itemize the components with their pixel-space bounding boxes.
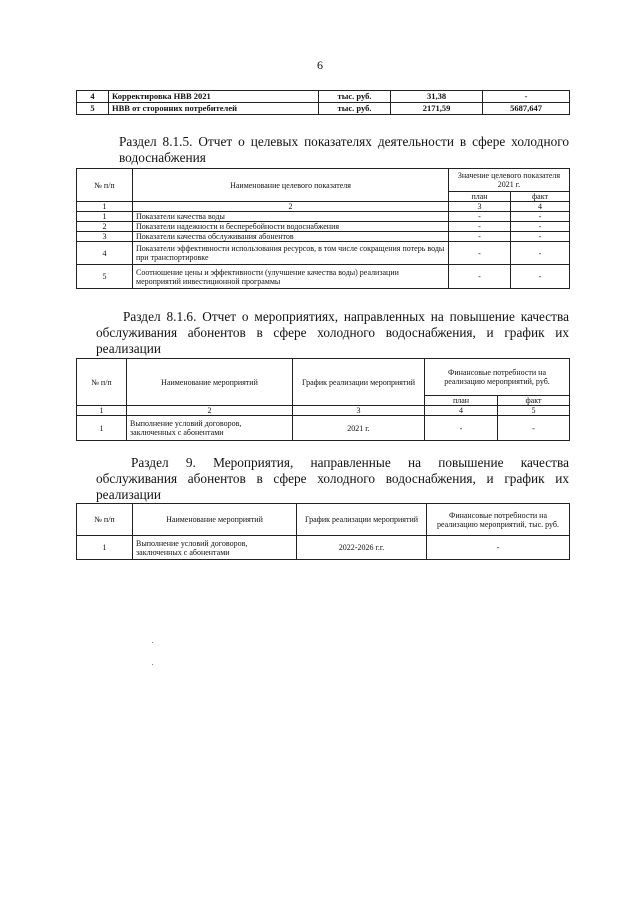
row-fact: - — [511, 212, 570, 222]
header-measure-name: Наименование мероприятий — [127, 359, 293, 406]
row-unit: тыс. руб. — [319, 103, 391, 115]
row-plan: - — [449, 212, 511, 222]
header-indicator-name: Наименование целевого показателя — [133, 169, 449, 202]
col-index-4: 4 — [425, 406, 498, 416]
table-row — [77, 222, 570, 232]
row-plan: - — [449, 265, 511, 289]
service-measures-report-table — [76, 358, 570, 441]
row-num: 1 — [77, 536, 133, 560]
header-schedule: График реализации мероприятий — [293, 359, 425, 406]
col-index-2: 2 — [133, 202, 449, 212]
revenue-table — [76, 90, 570, 115]
row-num: 5 — [77, 265, 133, 289]
section-9-heading: Раздел 9. Мероприятия, направленные на повышение качества обслуживания абонентов в сфере холодного водоснабжения, и график их реализации — [96, 455, 569, 502]
row-num: 1 — [77, 212, 133, 222]
col-index-3: 3 — [449, 202, 511, 212]
row-finance: - — [427, 536, 570, 560]
section-816-heading: Раздел 8.1.6. Отчет о мероприятиях, направленных на повышение качества обслуживания абонентов в сфере холодного водоснабжения, и график их реализации — [96, 309, 569, 356]
row-value-2: 5687,647 — [483, 103, 570, 115]
page-number: 6 — [317, 58, 323, 72]
section-815-heading: Раздел 8.1.5. Отчет о целевых показателях деятельности в сфере холодного водоснабжения — [119, 134, 569, 165]
row-plan: - — [449, 242, 511, 265]
row-fact: - — [511, 242, 570, 265]
service-measures-plan-table — [76, 503, 570, 560]
table-row — [77, 265, 570, 289]
row-schedule: 2022-2026 г.г. — [297, 536, 427, 560]
row-fact: - — [498, 416, 570, 441]
table-row — [77, 536, 570, 560]
header-num: № п/п — [77, 504, 133, 536]
col-index-4: 4 — [511, 202, 570, 212]
row-fact: - — [511, 232, 570, 242]
col-index-1: 1 — [77, 406, 127, 416]
row-num: 1 — [77, 416, 127, 441]
row-name: Показатели надежности и бесперебойности водоснабжения — [133, 222, 449, 232]
header-finance: Финансовые потребности на реализацию мероприятий, руб. — [425, 359, 570, 396]
row-name: Показатели качества воды — [133, 212, 449, 222]
row-value-1: 31,38 — [391, 91, 483, 103]
header-plan: план — [425, 395, 498, 405]
row-fact: - — [511, 222, 570, 232]
header-fact: факт — [498, 395, 570, 405]
row-num: 4 — [77, 242, 133, 265]
col-index-1: 1 — [77, 202, 133, 212]
table-row — [77, 212, 570, 222]
header-num: № п/п — [77, 169, 133, 202]
row-fact: - — [511, 265, 570, 289]
col-index-2: 2 — [127, 406, 293, 416]
row-value-1: 2171,59 — [391, 103, 483, 115]
row-num: 3 — [77, 232, 133, 242]
header-target-value: Значение целевого показателя 2021 г. — [449, 169, 570, 192]
row-unit: тыс. руб. — [319, 91, 391, 103]
row-plan: - — [425, 416, 498, 441]
table-row — [77, 416, 570, 441]
header-finance: Финансовые потребности на реализацию мероприятий, тыс. руб. — [427, 504, 570, 536]
table-row — [77, 91, 570, 103]
table-row — [77, 242, 570, 265]
row-num: 5 — [77, 103, 109, 115]
row-name: Соотношение цены и эффективности (улучшение качества воды) реализации мероприятий инвестиционной программы — [133, 265, 449, 289]
row-name: Выполнение условий договоров, заключенных с абонентами — [133, 536, 297, 560]
header-schedule: График реализации мероприятий — [297, 504, 427, 536]
scan-speck — [152, 642, 153, 643]
row-name: Корректировка НВВ 2021 — [109, 91, 319, 103]
row-num: 2 — [77, 222, 133, 232]
header-plan: план — [449, 192, 511, 202]
row-name: Показатели эффективности использования ресурсов, в том числе сокращения потерь воды при транспортировке — [133, 242, 449, 265]
row-name: Выполнение условий договоров, заключенных с абонентами — [127, 416, 293, 441]
table-row — [77, 103, 570, 115]
target-indicators-table — [76, 168, 570, 289]
row-schedule: 2021 г. — [293, 416, 425, 441]
row-num: 4 — [77, 91, 109, 103]
row-plan: - — [449, 222, 511, 232]
col-index-5: 5 — [498, 406, 570, 416]
col-index-3: 3 — [293, 406, 425, 416]
row-value-2: - — [483, 91, 570, 103]
row-name: Показатели качества обслуживания абонентов — [133, 232, 449, 242]
header-measure-name: Наименование мероприятий — [133, 504, 297, 536]
table-row — [77, 232, 570, 242]
scan-speck — [152, 664, 153, 665]
row-name: НВВ от сторонних потребителей — [109, 103, 319, 115]
header-num: № п/п — [77, 359, 127, 406]
row-plan: - — [449, 232, 511, 242]
header-fact: факт — [511, 192, 570, 202]
